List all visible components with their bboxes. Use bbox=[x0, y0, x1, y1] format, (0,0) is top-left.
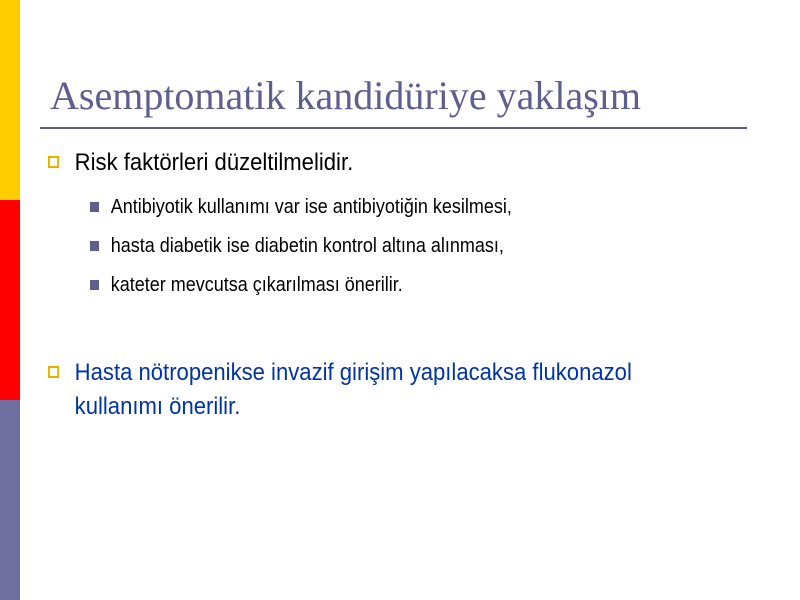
sub-bullet-text: hasta diabetik ise diabetin kontrol altına alınması, bbox=[110, 235, 504, 257]
title-divider bbox=[40, 127, 747, 129]
accent-bar-slate bbox=[0, 400, 20, 600]
square-bullet-icon bbox=[90, 280, 99, 290]
slide-title: Asemptomatik kandidüriye yaklaşım bbox=[50, 73, 641, 118]
square-bullet-icon bbox=[90, 241, 99, 251]
bullet-text: Risk faktörleri düzeltilmelidir. bbox=[74, 149, 354, 176]
accent-bar-yellow bbox=[0, 0, 20, 200]
sub-bullet-text: kateter mevcutsa çıkarılması önerilir. bbox=[110, 274, 403, 296]
sub-bullet-antibiotic bbox=[90, 194, 512, 220]
sub-bullet-text: Antibiyotik kullanımı var ise antibiyotiğin kesilmesi, bbox=[110, 196, 512, 218]
hollow-square-bullet-icon bbox=[48, 366, 59, 378]
bullet-risk-factors bbox=[48, 146, 353, 180]
bullet-neutropenia bbox=[48, 356, 729, 424]
hollow-square-bullet-icon bbox=[48, 156, 59, 168]
bullet-text-block bbox=[75, 356, 719, 424]
accent-bar-red bbox=[0, 200, 20, 400]
bullet-text-line-1: Hasta nötropenikse invazif girişim yapılacaksa flukonazol bbox=[74, 359, 632, 386]
sub-bullet-catheter bbox=[90, 272, 403, 298]
sub-bullet-diabetes bbox=[90, 233, 504, 259]
bullet-text-line-2: kullanımı önerilir. bbox=[74, 393, 241, 420]
square-bullet-icon bbox=[90, 202, 99, 212]
